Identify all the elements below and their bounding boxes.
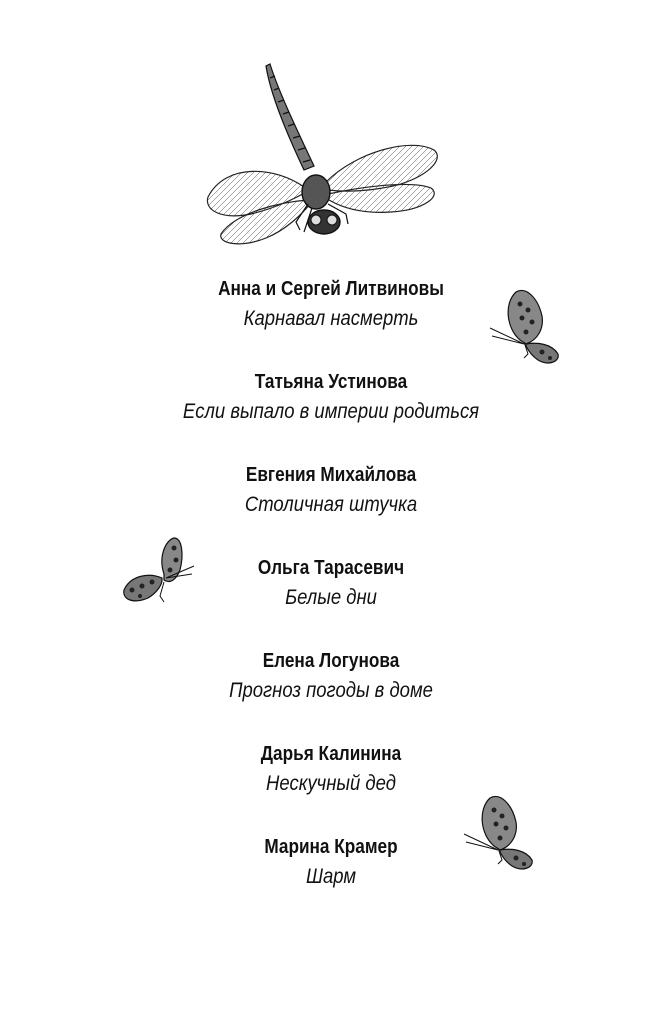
list-item (0, 460, 662, 553)
book-title: Белые дни (285, 586, 377, 609)
book-title: Шарм (305, 865, 357, 888)
book-list (0, 274, 662, 925)
list-item (0, 739, 662, 832)
dragonfly-icon (196, 62, 446, 252)
list-item (0, 832, 662, 925)
list-item (0, 274, 662, 367)
author-name: Елена Логунова (262, 650, 400, 672)
book-title: Если выпало в империи родиться (182, 400, 480, 423)
book-title: Столичная штучка (244, 493, 418, 516)
list-item (0, 553, 662, 646)
author-name: Дарья Калинина (260, 743, 402, 765)
author-name: Ольга Тарасевич (257, 557, 405, 579)
book-title: Прогноз погоды в доме (229, 679, 433, 702)
author-name: Марина Крамер (264, 836, 398, 858)
book-title: Карнавал насмерть (243, 307, 419, 330)
list-item (0, 646, 662, 739)
book-title: Нескучный дед (266, 772, 396, 795)
author-name: Анна и Сергей Литвиновы (218, 278, 444, 300)
author-name: Евгения Михайлова (245, 464, 417, 486)
list-item (0, 367, 662, 460)
author-name: Татьяна Устинова (254, 371, 408, 393)
